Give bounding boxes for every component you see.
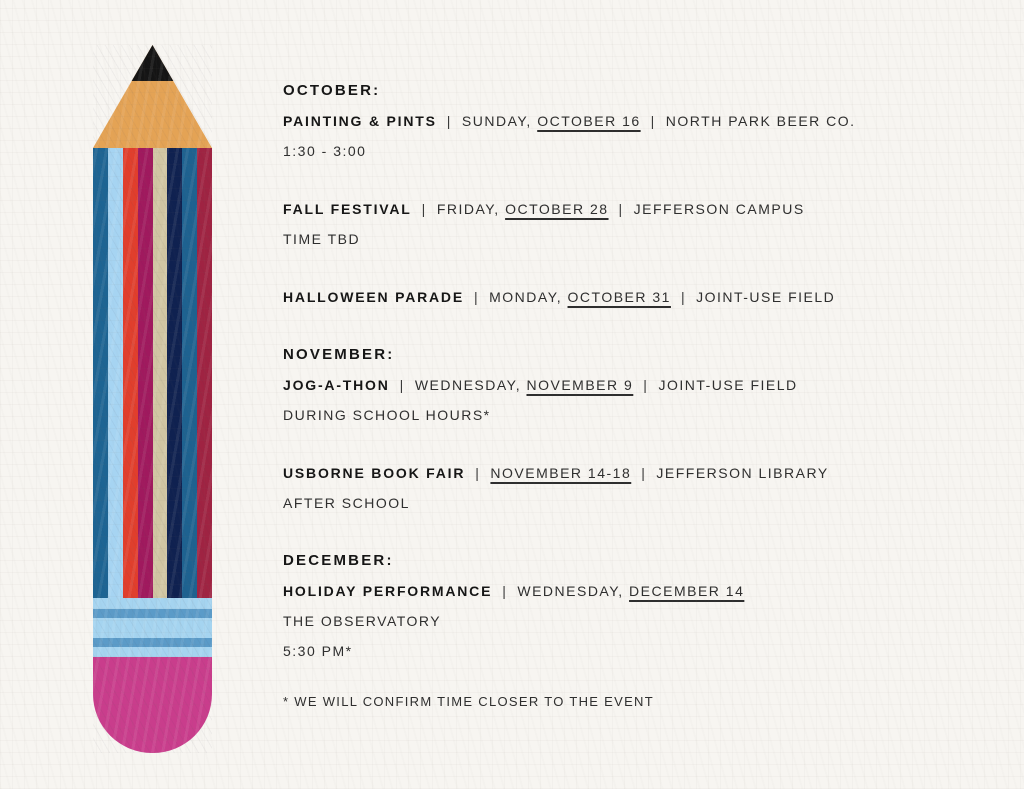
separator: | [641, 465, 647, 481]
event-text: SUNDAY, [461, 113, 538, 129]
separator: | [643, 377, 649, 393]
event [283, 106, 993, 166]
pencil-stripe [93, 148, 108, 598]
event-schedule [283, 76, 993, 709]
schedule-sections [283, 76, 993, 666]
event-name: FALL FESTIVAL [283, 201, 412, 217]
event [283, 458, 993, 518]
event-text: JOINT-USE FIELD [658, 377, 798, 393]
event-line [283, 106, 993, 136]
event [283, 282, 993, 312]
pencil-stripe [123, 148, 138, 598]
separator: | [446, 113, 452, 129]
event-text: WEDNESDAY, [414, 377, 527, 393]
event-subline: 5:30 PM* [283, 643, 353, 659]
event-date: NOVEMBER 14-18 [490, 465, 632, 481]
event-subline: DURING SCHOOL HOURS* [283, 407, 491, 423]
event [283, 576, 993, 666]
event-name: HOLIDAY PERFORMANCE [283, 583, 493, 599]
pencil-stripes [93, 148, 212, 598]
event-subline: TIME TBD [283, 231, 361, 247]
month-section [283, 76, 993, 312]
pencil-stripe [108, 148, 123, 598]
separator: | [680, 289, 687, 305]
event-line [283, 576, 993, 606]
pencil-stripe [153, 148, 168, 598]
event-date: DECEMBER 14 [629, 583, 745, 599]
event-line [283, 370, 993, 400]
event [283, 194, 993, 254]
separator: | [650, 113, 656, 129]
separator: | [502, 583, 508, 599]
event-text: WEDNESDAY, [517, 583, 630, 599]
footnote: * WE WILL CONFIRM TIME CLOSER TO THE EVENT [283, 694, 654, 709]
separator: | [399, 377, 405, 393]
pencil-illustration [93, 45, 212, 753]
separator: | [421, 201, 427, 217]
event-subline: THE OBSERVATORY [283, 613, 442, 629]
event [283, 370, 993, 430]
pencil-eraser [93, 657, 212, 753]
pencil-stripe [182, 148, 197, 598]
event-text: FRIDAY, [436, 201, 506, 217]
pencil-ferrule-band [93, 638, 212, 647]
event-name: HALLOWEEN PARADE [283, 289, 464, 305]
pencil-ferrule [93, 598, 212, 657]
pencil-stripe [138, 148, 153, 598]
event-text: JOINT-USE FIELD [696, 289, 836, 305]
event-line [283, 194, 993, 224]
month-header: NOVEMBER: [283, 346, 395, 363]
event-date: OCTOBER 31 [567, 289, 671, 305]
event-name: PAINTING & PINTS [283, 113, 437, 129]
pencil-stripe [167, 148, 182, 598]
event-name: JOG-A-THON [283, 377, 390, 393]
event-text: MONDAY, [489, 289, 568, 305]
pencil-graphite-tip [93, 45, 212, 81]
event-name: USBORNE BOOK FAIR [283, 465, 466, 481]
event-date: OCTOBER 28 [505, 201, 609, 217]
event-text: JEFFERSON LIBRARY [656, 465, 829, 481]
pencil-ferrule-band [93, 609, 212, 618]
event-date: OCTOBER 16 [537, 113, 641, 129]
event-line [283, 458, 993, 488]
event-text: NORTH PARK BEER CO. [665, 113, 856, 129]
event-text: JEFFERSON CAMPUS [633, 201, 805, 217]
event-subline: 1:30 - 3:00 [283, 143, 367, 159]
pencil-stripe [197, 148, 212, 598]
event-line [283, 282, 993, 312]
separator: | [618, 201, 624, 217]
event-date: NOVEMBER 9 [526, 377, 634, 393]
pencil-tip [93, 45, 212, 148]
separator: | [475, 465, 481, 481]
month-header: OCTOBER: [283, 82, 381, 99]
month-header: DECEMBER: [283, 552, 394, 569]
month-section [283, 546, 993, 666]
separator: | [473, 289, 480, 305]
event-subline: AFTER SCHOOL [283, 495, 410, 511]
month-section [283, 340, 993, 518]
